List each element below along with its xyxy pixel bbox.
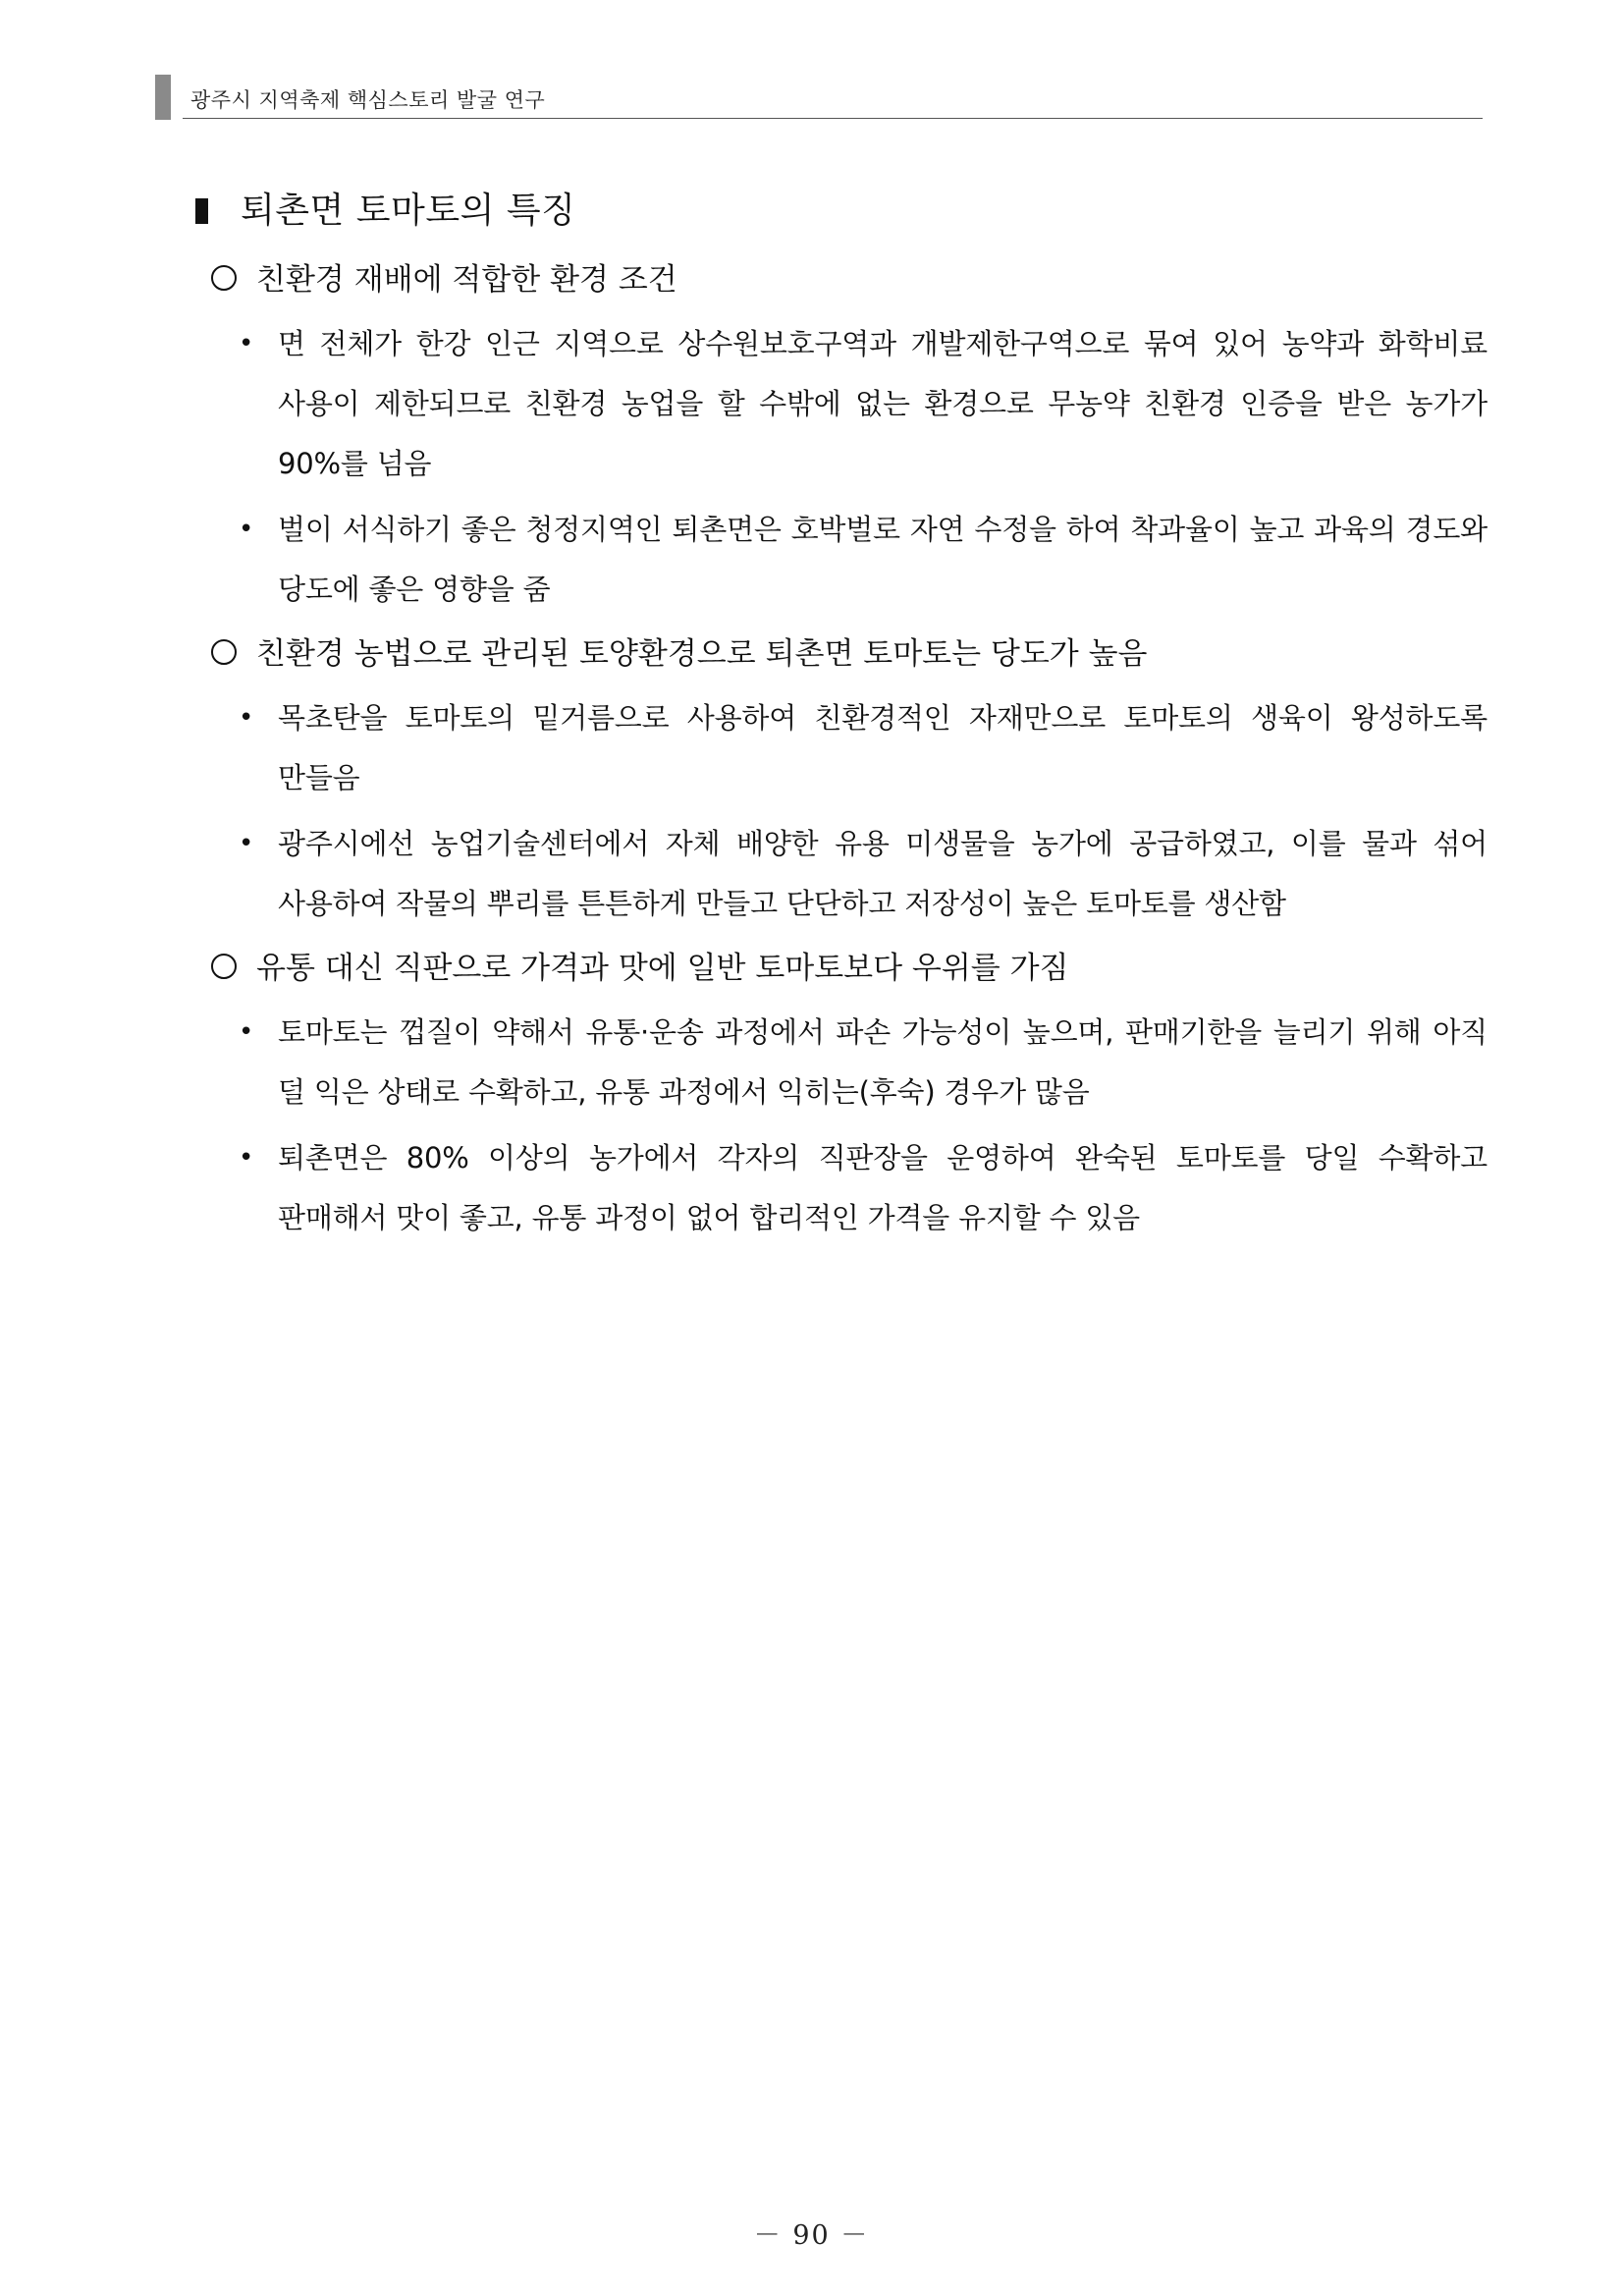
bullet-dot-icon: • bbox=[239, 1143, 254, 1173]
bullet-dot-icon: • bbox=[239, 515, 254, 544]
bullet-dot-icon: • bbox=[239, 1017, 254, 1047]
header-rule bbox=[183, 118, 1483, 119]
bullet-item bbox=[231, 500, 1488, 620]
circle-bullet-icon bbox=[211, 639, 237, 665]
bullet-text: 목초탄을 토마토의 밑거름으로 사용하여 친환경적인 자재만으로 토마토의 생육이 왕성하도록 만들음 bbox=[278, 701, 1488, 794]
section-marker-icon bbox=[195, 198, 208, 224]
page-number: － 90 － bbox=[753, 2220, 870, 2251]
topic-heading bbox=[211, 946, 1488, 991]
page-header bbox=[155, 75, 1483, 120]
header-accent-bar bbox=[155, 75, 171, 120]
circle-bullet-icon bbox=[211, 954, 237, 979]
bullet-dot-icon: • bbox=[239, 329, 254, 358]
bullet-item bbox=[231, 1003, 1488, 1122]
bullet-dot-icon: • bbox=[239, 703, 254, 733]
topic-heading-text: 친환경 농법으로 관리된 토양환경으로 퇴촌면 토마토는 당도가 높음 bbox=[256, 636, 1148, 672]
bullet-text: 벌이 서식하기 좋은 청정지역인 퇴촌면은 호박벌로 자연 수정을 하여 착과율이 높고 과육의 경도와 당도에 좋은 영향을 줌 bbox=[278, 513, 1488, 606]
header-title: 광주시 지역축제 핵심스토리 발굴 연구 bbox=[190, 88, 546, 112]
bullet-dot-icon: • bbox=[239, 829, 254, 858]
bullet-item bbox=[231, 1128, 1488, 1248]
topic-heading-text: 유통 대신 직판으로 가격과 맛에 일반 토마토보다 우위를 가짐 bbox=[256, 951, 1069, 986]
bullet-text: 광주시에선 농업기술센터에서 자체 배양한 유용 미생물을 농가에 공급하였고, 이를 물과 섞어 사용하여 작물의 뿌리를 튼튼하게 만들고 단단하고 저장성이 높은 토마토를 생산함 bbox=[278, 827, 1488, 920]
topic-heading-text: 친환경 재배에 적합한 환경 조건 bbox=[256, 262, 677, 298]
section-title bbox=[191, 187, 1488, 236]
topic-heading bbox=[211, 257, 1488, 302]
bullet-item bbox=[231, 688, 1488, 808]
bullet-text: 퇴촌면은 80% 이상의 농가에서 각자의 직판장을 운영하여 완숙된 토마토를 당일 수확하고 판매해서 맛이 좋고, 유통 과정이 없어 합리적인 가격을 유지할 수 있음 bbox=[278, 1141, 1488, 1234]
bullet-item bbox=[231, 314, 1488, 494]
topic-heading bbox=[211, 631, 1488, 677]
bullet-item bbox=[231, 814, 1488, 934]
section-title-text: 퇴촌면 토마토의 특징 bbox=[241, 191, 576, 231]
document-body bbox=[191, 187, 1488, 1248]
bullet-text: 토마토는 껍질이 약해서 유통·운송 과정에서 파손 가능성이 높으며, 판매기한을 늘리기 위해 아직 덜 익은 상태로 수확하고, 유통 과정에서 익히는(후숙) 경우가 많음 bbox=[278, 1015, 1488, 1109]
bullet-text: 면 전체가 한강 인근 지역으로 상수원보호구역과 개발제한구역으로 묶여 있어 농약과 화학비료 사용이 제한되므로 친환경 농업을 할 수밖에 없는 환경으로 무농약 친환경 인증을 받은 농가가 90%를 넘음 bbox=[278, 327, 1488, 480]
circle-bullet-icon bbox=[211, 265, 237, 291]
